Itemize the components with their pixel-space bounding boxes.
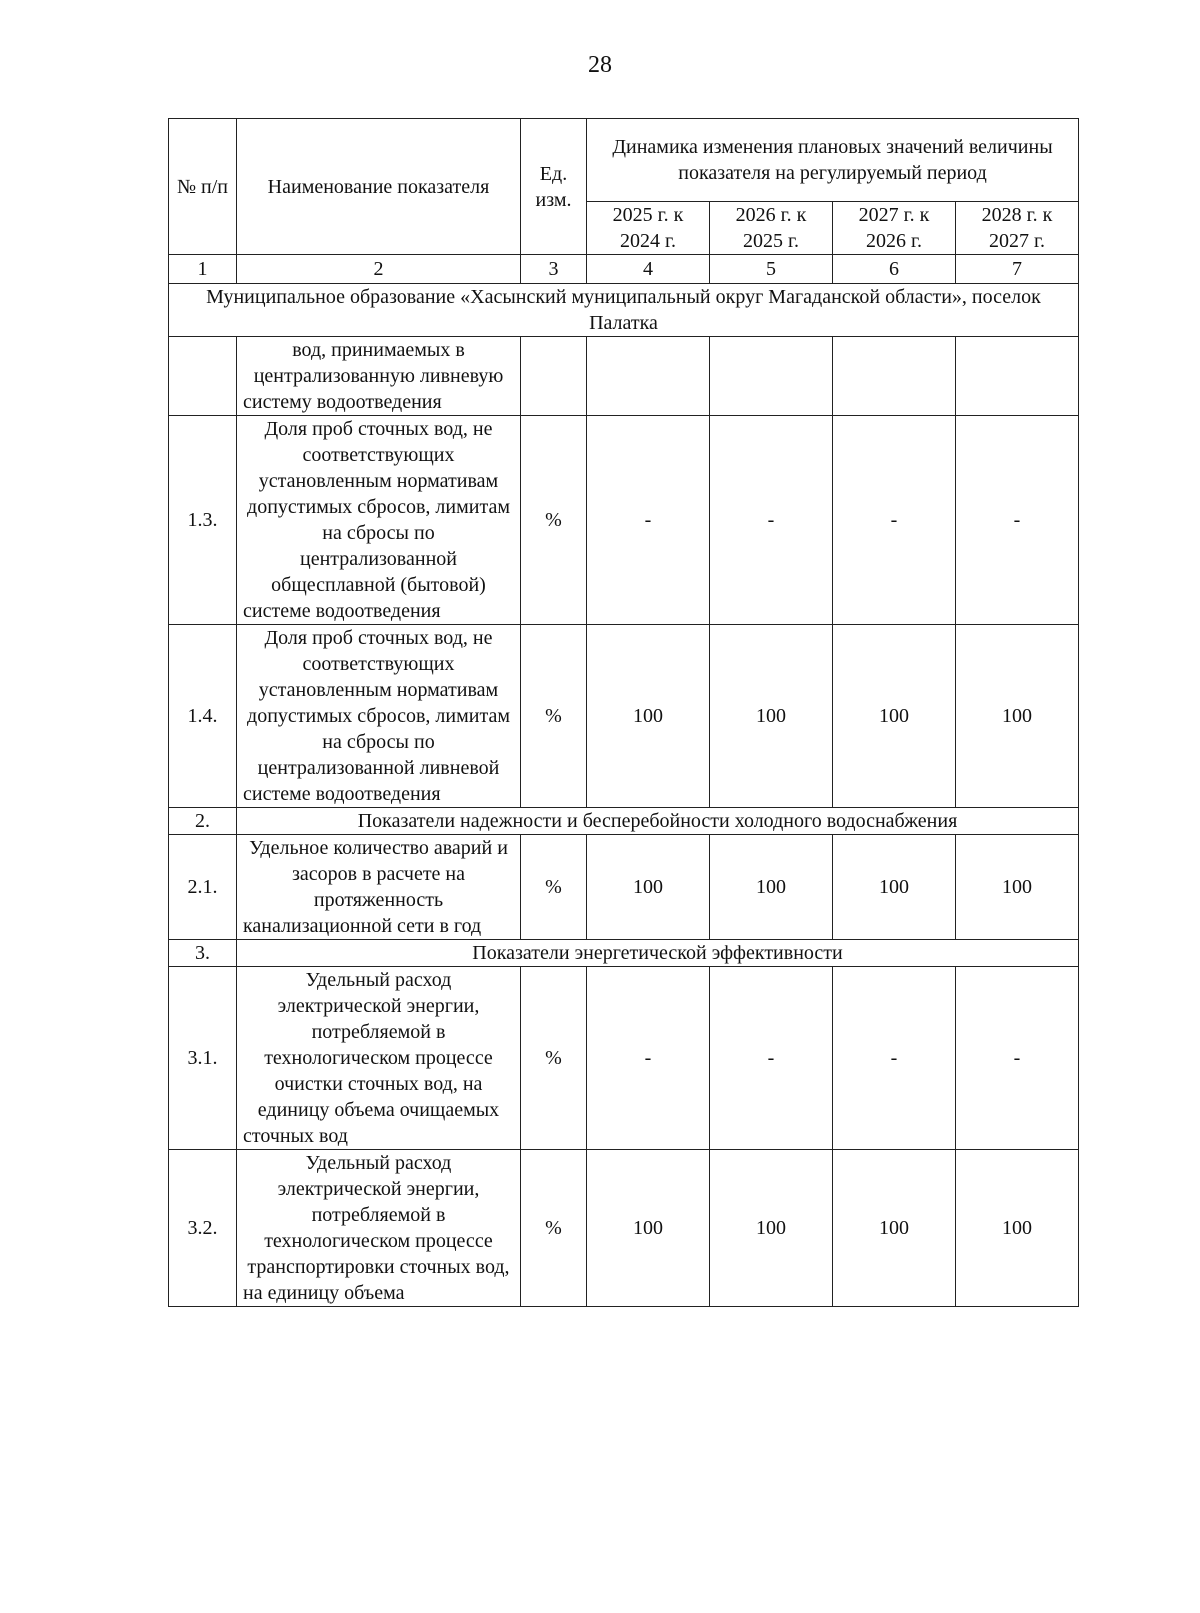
indicator-name: Доля проб сточных вод, не соответствующих установленным нормативам допустимых сбросов, лимитам на сбросы по централизованной ливневой системе водоотведения: [237, 625, 521, 808]
indicator-name: Удельный расход электрической энергии, потребляемой в технологическом процессе очистки сточных вод, на единицу объема очищаемых сточных вод: [237, 967, 521, 1150]
group-title: Показатели энергетической эффективности: [237, 940, 1079, 967]
unit-cell: %: [521, 1150, 587, 1307]
row-number: 3.2.: [169, 1150, 237, 1307]
section-row: [169, 284, 1079, 337]
header-period: 2026 г. к 2025 г.: [710, 202, 833, 255]
value-cell: 100: [587, 1150, 710, 1307]
row-number: 2.: [169, 808, 237, 835]
value-cell: -: [956, 967, 1079, 1150]
value-cell: [833, 337, 956, 416]
table-row: [169, 967, 1079, 1150]
indicator-name: Удельное количество аварий и засоров в расчете на протяженность канализационной сети в год: [237, 835, 521, 940]
unit-cell: %: [521, 967, 587, 1150]
value-cell: -: [833, 416, 956, 625]
row-number: 1.3.: [169, 416, 237, 625]
value-cell: 100: [587, 835, 710, 940]
row-number: 3.1.: [169, 967, 237, 1150]
section-title: Муниципальное образование «Хасынский муниципальный округ Магаданской области», поселок Палатка: [169, 284, 1079, 337]
column-index: 3: [521, 255, 587, 284]
unit-cell: %: [521, 835, 587, 940]
value-cell: 100: [833, 835, 956, 940]
indicator-name: Доля проб сточных вод, не соответствующих установленным нормативам допустимых сбросов, лимитам на сбросы по централизованной общесплавной (бытовой) системе водоотведения: [237, 416, 521, 625]
unit-cell: %: [521, 625, 587, 808]
column-index: 7: [956, 255, 1079, 284]
value-cell: [956, 337, 1079, 416]
value-cell: -: [587, 967, 710, 1150]
column-index: 1: [169, 255, 237, 284]
header-dynamics: Динамика изменения плановых значений величины показателя на регулируемый период: [587, 119, 1079, 202]
indicator-name: Удельный расход электрической энергии, потребляемой в технологическом процессе транспортировки сточных вод, на единицу объема: [237, 1150, 521, 1307]
header-period: 2027 г. к 2026 г.: [833, 202, 956, 255]
row-number: 3.: [169, 940, 237, 967]
column-index: 5: [710, 255, 833, 284]
value-cell: -: [956, 416, 1079, 625]
header-period: 2028 г. к 2027 г.: [956, 202, 1079, 255]
indicator-name: вод, принимаемых в централизованную ливневую систему водоотведения: [237, 337, 521, 416]
page-number: 28: [588, 52, 612, 78]
header-name: Наименование показателя: [237, 119, 521, 255]
row-number: [169, 337, 237, 416]
indicators-table: [168, 118, 1079, 1307]
value-cell: 100: [833, 625, 956, 808]
value-cell: [587, 337, 710, 416]
value-cell: 100: [710, 1150, 833, 1307]
table-row: [169, 625, 1079, 808]
table-row: [169, 835, 1079, 940]
value-cell: -: [833, 967, 956, 1150]
group-row: [169, 940, 1079, 967]
value-cell: -: [710, 416, 833, 625]
row-number: 2.1.: [169, 835, 237, 940]
value-cell: 100: [710, 835, 833, 940]
header-period: 2025 г. к 2024 г.: [587, 202, 710, 255]
table-row: [169, 416, 1079, 625]
header-unit: Ед. изм.: [521, 119, 587, 255]
row-number: 1.4.: [169, 625, 237, 808]
value-cell: [710, 337, 833, 416]
header-row: [169, 119, 1079, 202]
unit-cell: %: [521, 416, 587, 625]
column-index-row: [169, 255, 1079, 284]
value-cell: 100: [710, 625, 833, 808]
unit-cell: [521, 337, 587, 416]
group-row: [169, 808, 1079, 835]
value-cell: 100: [956, 1150, 1079, 1307]
value-cell: 100: [587, 625, 710, 808]
header-num: № п/п: [169, 119, 237, 255]
table-row: [169, 337, 1079, 416]
table-row: [169, 1150, 1079, 1307]
value-cell: 100: [956, 625, 1079, 808]
value-cell: 100: [956, 835, 1079, 940]
column-index: 4: [587, 255, 710, 284]
group-title: Показатели надежности и бесперебойности холодного водоснабжения: [237, 808, 1079, 835]
value-cell: -: [587, 416, 710, 625]
column-index: 6: [833, 255, 956, 284]
column-index: 2: [237, 255, 521, 284]
value-cell: 100: [833, 1150, 956, 1307]
value-cell: -: [710, 967, 833, 1150]
